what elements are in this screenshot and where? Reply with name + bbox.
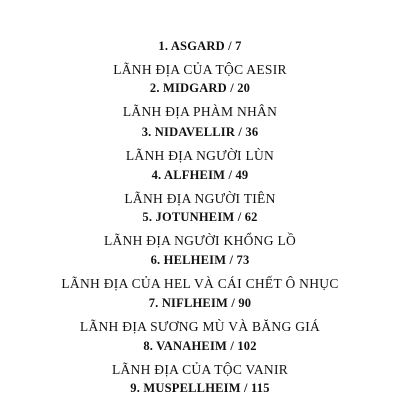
entry-subtitle: LÃNH ĐỊA CỦA HEL VÀ CÁI CHẾT Ô NHỤC (61, 276, 339, 291)
entry-subtitle: LÃNH ĐỊA PHÀM NHÂN (122, 104, 278, 119)
entry-subtitle: LÃNH ĐỊA NGƯỜI TIÊN (124, 191, 276, 206)
entry-title: 2. MIDGARD / 20 (149, 81, 251, 95)
entry-title: 7. NIFLHEIM / 90 (148, 296, 252, 310)
entry-title: 3. NIDAVELLIR / 36 (141, 125, 259, 139)
entry-subtitle: LÃNH ĐỊA NGƯỜI LÙN (125, 148, 275, 163)
entry-title: 4. ALFHEIM / 49 (151, 168, 249, 182)
entry-subtitle: LÃNH ĐỊA CỦA TỘC VANIR (111, 362, 289, 377)
entry-subtitle: LÃNH ĐỊA NGƯỜI KHỔNG LỒ (103, 233, 297, 248)
entry-title: 1. ASGARD / 7 (158, 39, 242, 53)
toc-entry-jotunheim (0, 209, 400, 250)
toc-entry-midgard (0, 80, 400, 121)
entry-title: 9. MUSPELLHEIM / 115 (130, 381, 270, 395)
toc-entry-vanaheim (0, 338, 400, 379)
toc-entry-muspellheim (0, 380, 400, 396)
entry-subtitle: LÃNH ĐỊA SƯƠNG MÙ VÀ BĂNG GIÁ (79, 319, 321, 334)
entry-title: 6. HELHEIM / 73 (150, 253, 250, 267)
toc-entry-alfheim (0, 167, 400, 208)
toc-entry-niflheim (0, 295, 400, 336)
entry-subtitle: LÃNH ĐỊA CỦA TỘC AESIR (113, 62, 287, 77)
toc-entry-helheim (0, 252, 400, 293)
toc-entry-asgard (0, 38, 400, 79)
toc-entry-nidavellir (0, 124, 400, 165)
entry-title: 5. JOTUNHEIM / 62 (142, 210, 258, 224)
entry-title: 8. VANAHEIM / 102 (143, 339, 257, 353)
